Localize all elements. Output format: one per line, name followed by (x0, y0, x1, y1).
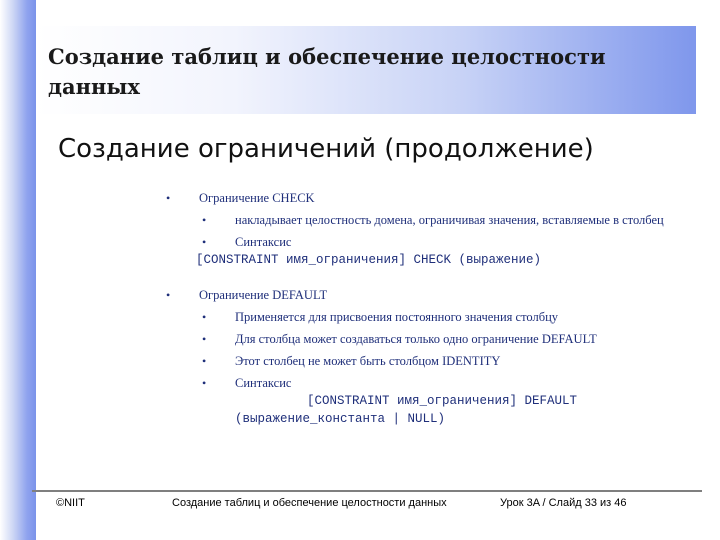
check-heading: Ограничение CHECK (199, 191, 315, 205)
slide-header (36, 26, 696, 114)
section-subtitle: Создание ограничений (продолжение) (58, 134, 594, 164)
default-item-text: Этот столбец не может быть столбцом IDENTITY (235, 354, 501, 368)
default-heading-item (162, 287, 682, 304)
default-heading: Ограничение DEFAULT (199, 288, 328, 302)
default-item-4 (162, 375, 682, 392)
footer-title: Создание таблиц и обеспечение целостности данных (172, 497, 447, 509)
check-item-2 (162, 234, 682, 251)
slide-title: Создание таблиц и обеспечение целостности данных (48, 44, 606, 99)
default-syntax-line1: [CONSTRAINT имя_ограничения] DEFAULT (307, 394, 578, 408)
bullet-icon: • (202, 213, 207, 227)
bullet-icon: • (166, 191, 171, 205)
default-item-2 (162, 331, 682, 348)
bullet-icon: • (202, 376, 207, 390)
check-syntax: [CONSTRAINT имя_ограничения] CHECK (выражение) (196, 253, 542, 267)
bullet-icon: • (202, 354, 207, 368)
default-syntax-line2: (выражение_константа | NULL) (235, 412, 446, 426)
default-item-text: Применяется для присвоения постоянного значения столбцу (235, 310, 559, 324)
default-item-text: Для столбца может создаваться только одно ограничение DEFAULT (235, 332, 597, 346)
check-item-text: Синтаксис (235, 235, 292, 249)
default-item-1 (162, 309, 682, 326)
bullet-icon: • (166, 288, 171, 302)
bullet-icon: • (202, 332, 207, 346)
footer-divider (32, 490, 702, 492)
bullet-icon: • (202, 310, 207, 324)
default-item-text: Синтаксис (235, 376, 292, 390)
default-item-3 (162, 353, 682, 370)
check-heading-item (162, 190, 682, 207)
check-item-text: накладывает целостность домена, ограничивая значения, вставляемые в столбец (235, 213, 664, 227)
left-decorative-bar (0, 0, 36, 540)
check-item-1 (162, 212, 682, 229)
slide-content (162, 190, 682, 428)
footer-copyright: ©NIIT (56, 497, 85, 509)
footer-slide-number: Урок 3A / Слайд 33 из 46 (500, 497, 627, 509)
bullet-icon: • (202, 235, 207, 249)
default-syntax (162, 392, 682, 428)
